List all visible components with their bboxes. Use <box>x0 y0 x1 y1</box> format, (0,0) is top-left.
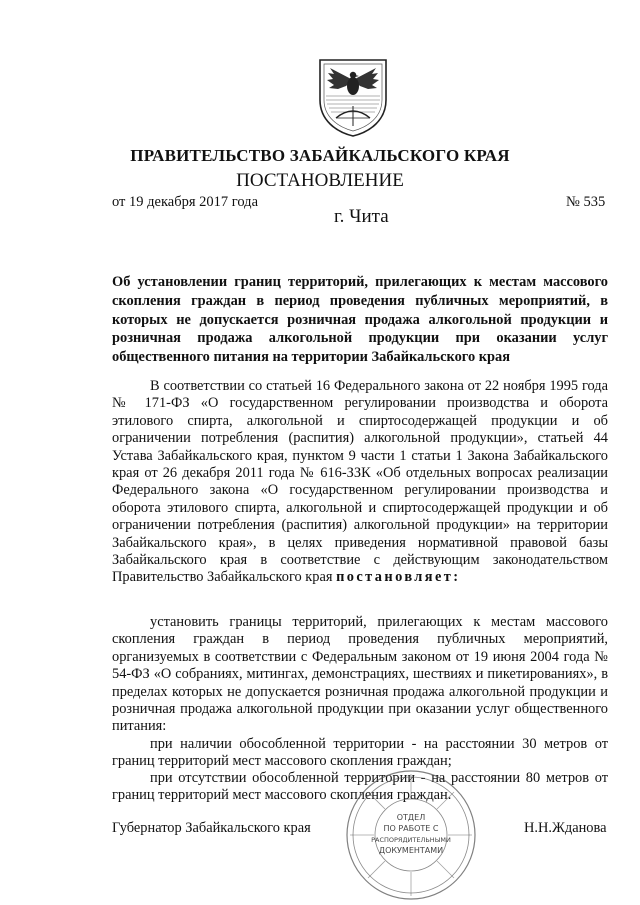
government-name: ПРАВИТЕЛЬСТВО ЗАБАЙКАЛЬСКОГО КРАЯ <box>130 146 510 165</box>
stamp-line-2: ПО РАБОТЕ С <box>383 824 439 833</box>
document-type: ПОСТАНОВЛЕНИЕ <box>236 170 404 191</box>
document-title: Об установлении границ территорий, прилегающих к местам массового скопления граждан в период проведения публичных мероприятий, в которых не допускается розничная продажа алкогольной продукции и розничная продажа алкогольной продукции при оказании услуг общественного питания на территории Забайкальского края <box>112 274 608 366</box>
signatory-position: Губернатор Забайкальского края <box>112 820 311 836</box>
official-seal-stamp-icon <box>344 768 478 902</box>
stamp-line-4: ДОКУМЕНТАМИ <box>378 846 444 855</box>
signatory-name: Н.Н.Жданова <box>524 820 607 836</box>
isolated-territory-paragraph: при наличии обособленной территории - на расстоянии 30 метров от границ территорий мест массового скопления граждан; <box>112 736 608 770</box>
preamble-paragraph <box>112 378 608 587</box>
stamp-line-1: ОТДЕЛ <box>396 813 426 822</box>
coat-of-arms-icon <box>316 56 390 138</box>
resolution-paragraph: установить границы территорий, прилегающих к местам массового скопления граждан в период проведения публичных мероприятий, организуемых в соответствии с Федеральным законом от 19 июня 2004 года № 54-ФЗ «О собраниях, митингах, демонстрациях, шествиях и пикетированиях», в пределах которых не допускается розничная продажа алкогольной продукции и розничная продажа алкогольной продукции при оказании услуг общественного питания: <box>112 614 608 735</box>
resolves-keyword: постановляет: <box>336 569 461 586</box>
preamble-text: В соответствии со статьей 16 Федерального закона от 22 ноября 1995 года № 171-ФЗ «О государственном регулировании производства и оборота этилового спирта, алкогольной и спиртосодержащей продукции и об ограничении потребления (распития) алкогольной продукции», статьей 44 Устава Забайкальского края, пунктом 9 части 1 статьи 1 Закона Забайкальского края от 26 декабря 2011 года № 616-ЗЗК «Об отдельных вопросах реализации Федерального закона «О государственном регулировании производства и оборота этилового спирта, алкогольной и спиртосодержащей продукции и об ограничении потребления (распития) алкогольной продукции» на территории Забайкальского края», в целях приведения нормативной правовой базы Забайкальского края в соответствие с действующим законодательством Правительство Забайкальского края <box>112 378 608 586</box>
document-number: № 535 <box>566 194 606 210</box>
no-isolated-territory-paragraph: при отсутствии обособленной территории - на расстоянии 80 метров от границ территорий мест массового скопления граждан. <box>112 770 608 804</box>
document-city: г. Чита <box>334 206 389 227</box>
stamp-line-3: РАСПОРЯДИТЕЛЬНЫМИ <box>371 836 451 844</box>
document-date: от 19 декабря 2017 года <box>112 194 258 210</box>
